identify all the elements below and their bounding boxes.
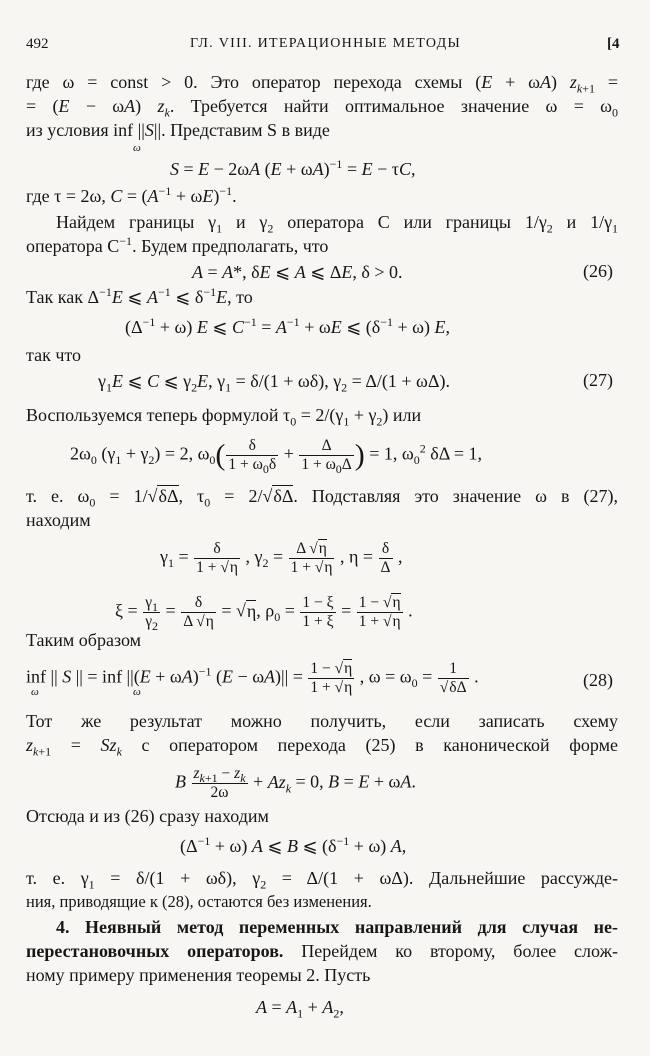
text-line: Таким образом — [26, 630, 142, 650]
text-line: Так как $\Delta^{-1}E$ ⩽ $A^{-1}$ ⩽ $\delta^{-1}E$, то — [26, 285, 253, 307]
text-line: Отсюда и из (26) сразу находим — [26, 806, 269, 826]
section-mark: [4 — [607, 36, 620, 52]
equation: $(\Delta^{-1} + \omega)$ E ⩽ $C^{-1} = A^{-1} + \omega E$ ⩽ $(\delta^{-1} + \omega)$ E, — [125, 315, 451, 337]
equation: $\gamma_1E$ ⩽ C ⩽ $\gamma_2E$, $\gamma_1 = \delta/(1 + \omega\delta)$, $\gamma_2 = \Delta/(1 + \omega\Delta)$. — [98, 371, 450, 395]
equation: $(\Delta^{-1} + \omega)$ A ⩽ B ⩽ $(\delta^{-1} + \omega)$ A, — [180, 834, 407, 856]
equation-number: (26) — [583, 261, 613, 281]
text-line: перестановочных операторов. Перейдем ко второму, более слож- — [26, 941, 618, 961]
equation: ξ = $\frac{\gamma_1}{\gamma_2}$ = $\frac{\delta}{\Delta √\eta}$ = √η, $\rho_0$ = $\frac{1 - \xi}{1 + \xi}$ = $\frac{1 - √\eta}{1 + √\eta}$ . — [115, 594, 413, 634]
inf-subscript: ω — [133, 686, 141, 698]
text-line: Воспользуемся теперь формулой $\tau_0 = 2/(\gamma_1 + \gamma_2)$ или — [26, 405, 422, 429]
section-heading: 4. Неявный метод переменных направлений для случая не- — [56, 917, 618, 937]
text-line: находим — [26, 510, 91, 530]
text-line: так что — [26, 345, 82, 365]
equation: $A = A_1 + A_2$, — [256, 997, 344, 1021]
text-line: = (E − ωA) $z_k$. Требуется найти оптимальное значение $\omega = \omega_0$ — [26, 96, 619, 120]
equation: inf || S || = inf $||(E + \omega A)^{-1}$ (E − ωA)|| = $\frac{1 - √\eta}{1 + √\eta}$ , $\omega = \omega_0$ = $\frac{1}{√\delta\Delta}$ . — [26, 660, 479, 696]
page-number: 492 — [26, 36, 49, 52]
text-line: из условия inf ||S||. Представим S в виде — [26, 120, 330, 140]
text-line: $z_{k+1} = Sz_k$ с оператором перехода (25) в канонической форме — [26, 735, 619, 759]
text-line: где ω = const > 0. Это оператор перехода схемы (E + ωA) $z_{k+1}$ = — [26, 72, 618, 96]
inf-subscript: ω — [133, 142, 141, 154]
equation: A = A*, δE ⩽ A ⩽ ΔE, δ > 0. — [192, 262, 403, 282]
equation: B $\frac{z_{k+1} - z_k}{2\omega}$ + $Az_k = 0$, B = E + ωA. — [175, 765, 416, 801]
text-line: оператора $C^{-1}$. Будем предполагать, что — [26, 234, 329, 256]
equation-number: (27) — [583, 370, 613, 390]
equation: $2\omega_0$ $(\gamma_1 + \gamma_2) = 2$, $\omega_0$( $\frac{\delta}{1 + \omega_0\delta}$ + $\frac{\Delta}{1 + \omega_0\Delta}$ ) = 1, $\omega_0^2$ δΔ = 1, — [70, 437, 482, 477]
equation: $\gamma_1$ = $\frac{\delta}{1 + √\eta}$ , $\gamma_2$ = $\frac{\Delta √\eta}{1 + √\eta}$ , η = $\frac{\delta}{\Delta}$ , — [160, 540, 403, 576]
text-line: Найдем границы $\gamma_1$ и $\gamma_2$ оператора C или границы $1/\gamma_2$ и $1/\gamma_1$ — [56, 212, 619, 236]
text-line: где τ = 2ω, $C = (A^{-1} + \omega E)^{-1}$. — [26, 184, 237, 206]
text-line: т. е. $\omega_0 = 1/√\delta\Delta$, $\tau_0 = 2/√\delta\Delta$. Подставляя это значение ω в (27), — [26, 486, 618, 510]
equation: S = E − 2ωA $(E + \omega A)^{-1} = E - \tau C$, — [170, 157, 416, 179]
text-line: Тот же результат можно получить, если записать схему — [26, 711, 618, 731]
equation-number: (28) — [583, 670, 613, 690]
text-line: т. е. $\gamma_1 = \delta/(1 + \omega\delta)$, $\gamma_2 = \Delta/(1 + \omega\Delta)$. Дальнейшие рассужде- — [26, 868, 618, 892]
text-line: ному примеру применения теоремы 2. Пусть — [26, 965, 371, 985]
text-line: ния, приводящие к (28), остаются без изменения. — [26, 892, 372, 911]
running-header: ГЛ. VIII. ИТЕРАЦИОННЫЕ МЕТОДЫ — [190, 36, 462, 51]
inf-subscript: ω — [31, 686, 39, 698]
